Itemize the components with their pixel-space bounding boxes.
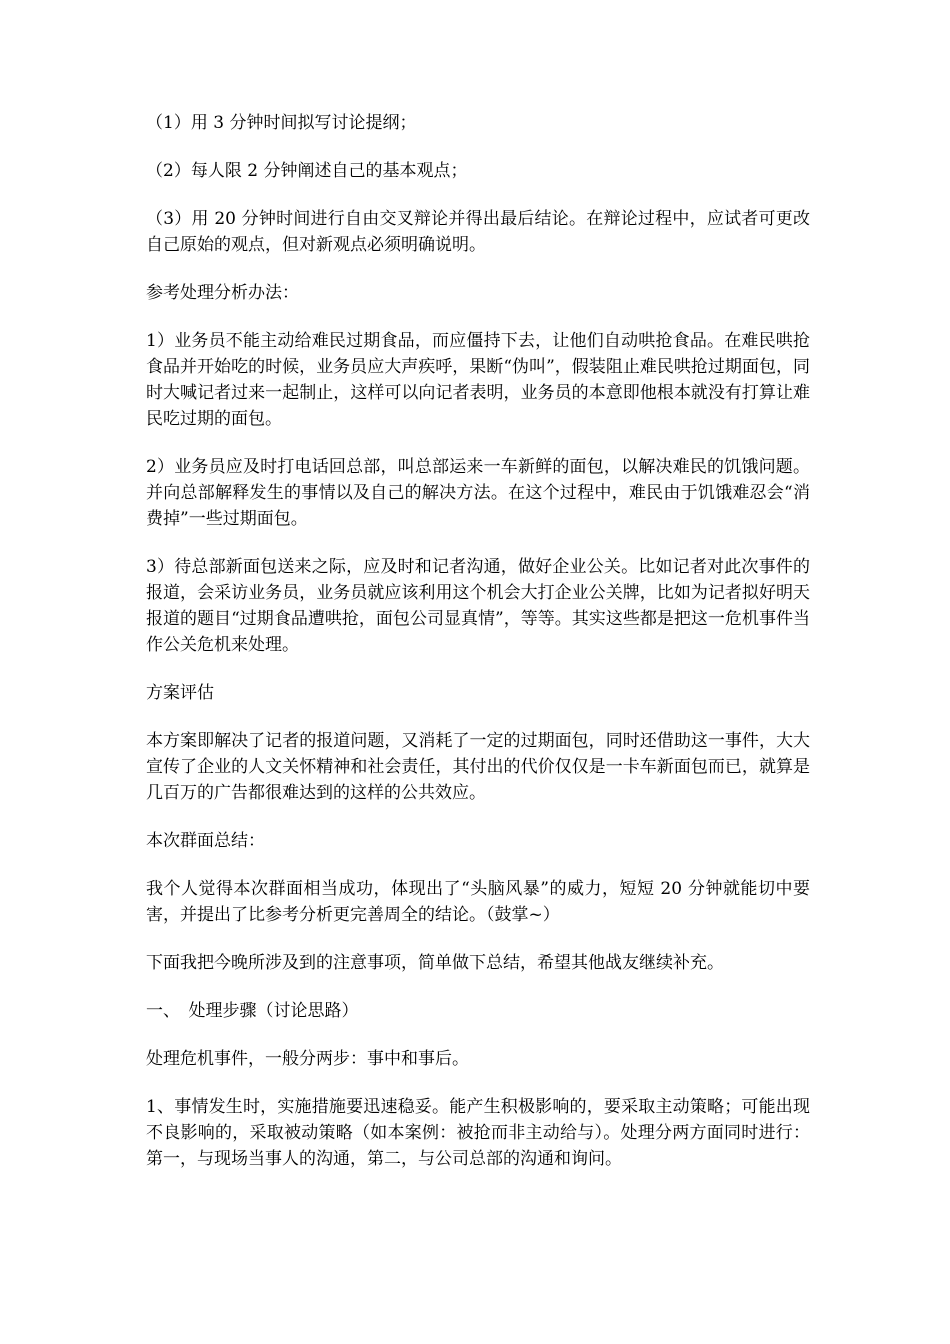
- step-1-paragraph: （1）用 3 分钟时间拟写讨论提纲；: [146, 113, 417, 133]
- document-body: [146, 110, 810, 1194]
- summary-heading: 本次群面总结：: [146, 831, 265, 851]
- method-1-paragraph: 1）业务员不能主动给难民过期食品，而应僵持下去，让他们自动哄抢食品。在难民哄抢食品并开始吃的时候，业务员应大声疾呼，果断“伪叫”，假装阻止难民哄抢过期面包，同时大喊记者过来一起制止，这样可以向记者表明，业务员的本意即他根本就没有打算让难民吃过期的面包。: [146, 331, 810, 429]
- crisis-steps-paragraph: 处理危机事件，一般分两步：事中和事后。: [146, 1049, 469, 1069]
- crisis-step-1-paragraph: 1、事情发生时，实施措施要迅速稳妥。能产生积极影响的，要采取主动策略；可能出现不良影响的，采取被动策略（如本案例：被抢而非主动给与）。处理分两方面同时进行：第一，与现场当事人的沟通，第二，与公司总部的沟通和询问。: [146, 1097, 810, 1169]
- notes-intro-paragraph: 下面我把今晚所涉及到的注意事项，简单做下总结，希望其他战友继续补充。: [146, 953, 724, 973]
- step-2-paragraph: （2）每人限 2 分钟阐述自己的基本观点；: [146, 161, 468, 181]
- evaluation-paragraph: 本方案即解决了记者的报道问题，又消耗了一定的过期面包，同时还借助这一事件，大大宣传了企业的人文关怀精神和社会责任，其付出的代价仅仅是一卡车新面包而已，就算是几百万的广告都很难达到的这样的公共效应。: [146, 731, 810, 803]
- evaluation-heading: 方案评估: [146, 683, 214, 703]
- method-2-paragraph: 2）业务员应及时打电话回总部，叫总部运来一车新鲜的面包，以解决难民的饥饿问题。并向总部解释发生的事情以及自己的解决方法。在这个过程中，难民由于饥饿难忍会“消费掉”一些过期面包。: [146, 457, 810, 529]
- step-3-paragraph: （3）用 20 分钟时间进行自由交叉辩论并得出最后结论。在辩论过程中，应试者可更改自己原始的观点，但对新观点必须明确说明。: [146, 209, 810, 255]
- summary-paragraph: 我个人觉得本次群面相当成功，体现出了“头脑风暴”的威力，短短 20 分钟就能切中要害，并提出了比参考分析更完善周全的结论。（鼓掌~）: [146, 879, 810, 925]
- method-3-paragraph: 3）待总部新面包送来之际，应及时和记者沟通，做好企业公关。比如记者对此次事件的报道，会采访业务员，业务员就应该利用这个机会大打企业公关牌，比如为记者拟好明天报道的题目“过期食品遭哄抢，面包公司显真情”，等等。其实这些都是把这一危机事件当作公关危机来处理。: [146, 557, 810, 655]
- reference-method-heading: 参考处理分析办法：: [146, 283, 299, 303]
- section-1-heading: 一、 处理步骤（讨论思路）: [146, 1001, 359, 1021]
